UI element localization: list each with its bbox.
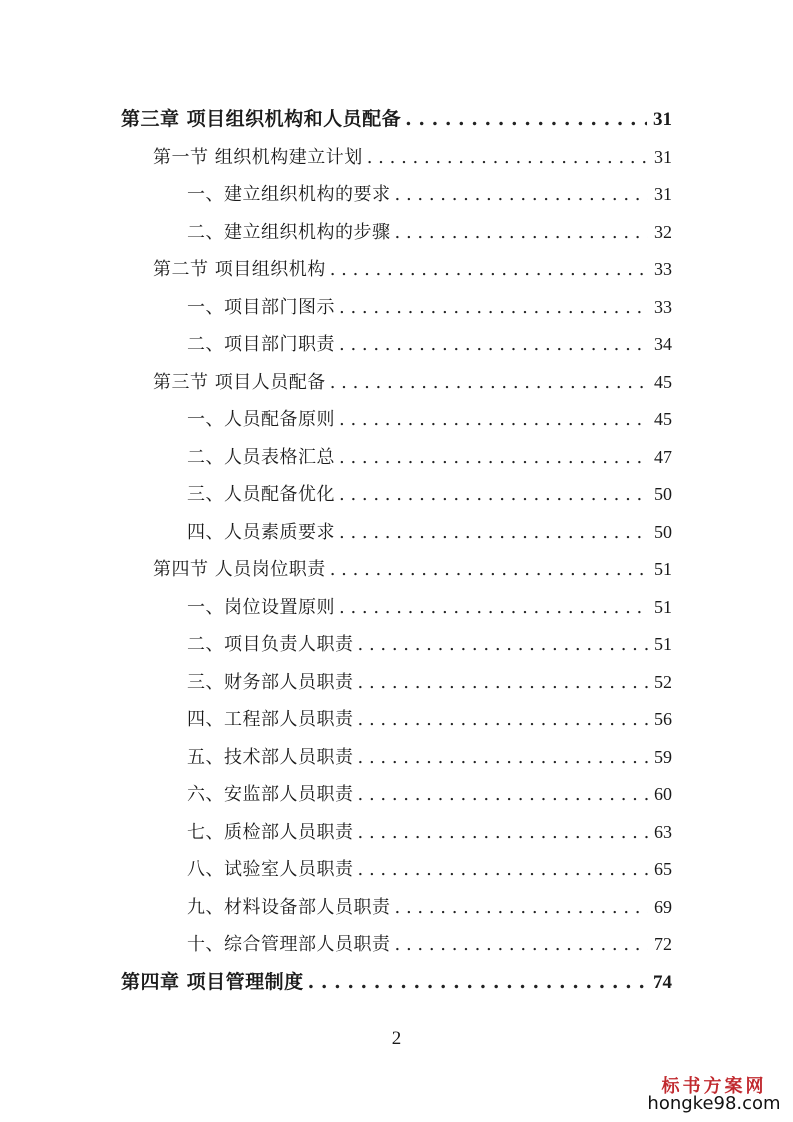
toc-leader-dots [339,480,648,510]
toc-leader-dots [339,330,648,360]
toc-entry-item [187,217,672,247]
toc-leader-dots [405,104,647,134]
toc-entry-page: 51 [654,596,672,617]
toc-leader-dots [339,593,648,623]
toc-leader-dots [395,930,649,960]
toc-entry-item [187,817,672,847]
watermark-url: hongke98.com [647,1093,781,1114]
toc-entry-page: 51 [654,559,672,579]
watermark-site-name: 标书方案网 [661,1076,767,1097]
toc-entry-title: 五、技术部人员职责 [187,746,354,768]
toc-leader-dots [308,967,647,997]
toc-entry-page: 45 [654,409,672,429]
toc-entry-item [187,667,672,697]
toc-entry-item [187,592,672,622]
toc-entry-item [187,854,672,884]
toc-entry-item [187,929,672,959]
toc-entry-title: 二、建立组织机构的步骤 [187,221,391,243]
toc-entry-page: 50 [654,521,672,542]
toc-entry-page: 74 [653,971,672,993]
toc-entry-item [187,892,672,922]
toc-leader-dots [358,630,649,660]
toc-leader-dots [358,668,649,698]
toc-entry-page: 50 [654,484,672,504]
toc-entry-title: 第三节 项目人员配备 [153,371,326,393]
toc-entry-title: 一、岗位设置原则 [187,596,335,618]
toc-leader-dots [395,893,649,923]
toc-entry-item [187,742,672,772]
toc-entry-page: 56 [654,709,672,729]
toc-entry-item [187,704,672,734]
toc-entry-section [153,554,672,584]
toc-entry-title: 二、项目部门职责 [187,334,335,355]
toc-entry-page: 45 [654,371,672,392]
toc-entry-section [153,367,672,397]
toc-entry-title: 一、人员配备原则 [187,409,335,430]
toc-leader-dots [358,855,649,885]
toc-leader-dots [367,143,648,173]
toc-entry-chapter [121,967,672,997]
toc-leader-dots [358,743,649,773]
toc-entry-item [187,629,672,659]
page-number: 2 [391,1028,402,1049]
toc-leader-dots [395,180,649,210]
toc-entry-page: 47 [654,446,672,467]
toc-entry-page: 72 [654,934,672,954]
toc-entry-title: 一、建立组织机构的要求 [187,184,391,205]
toc-entry-section [153,142,672,172]
toc-entry-item [187,517,672,547]
toc-entry-page: 51 [654,634,672,654]
toc-entry-title: 六、安监部人员职责 [187,784,354,805]
toc-leader-dots [330,255,648,285]
toc-entry-item [187,292,672,322]
toc-leader-dots [339,443,648,473]
toc-entry-title: 二、人员表格汇总 [187,446,335,468]
toc-entry-page: 33 [654,296,672,317]
toc-leader-dots [395,218,649,248]
toc-entry-title: 第一节 组织机构建立计划 [153,146,363,168]
toc-leader-dots [339,405,648,435]
toc-entry-page: 52 [654,671,672,692]
toc-entry-page: 69 [654,896,672,917]
toc-entry-page: 34 [654,334,672,354]
toc-leader-dots [358,818,649,848]
toc-entry-section [153,254,672,284]
toc-leader-dots [358,705,649,735]
toc-entry-page: 63 [654,821,672,842]
toc-entry-title: 第四章 项目管理制度 [121,970,304,993]
toc-entry-title: 二、项目负责人职责 [187,634,354,655]
toc-entry-title: 第三章 项目组织机构和人员配备 [121,108,402,130]
toc-leader-dots [339,293,648,323]
toc-leader-dots [330,555,648,585]
toc-entry-item [187,179,672,209]
toc-entry-title: 第四节 人员岗位职责 [153,559,326,580]
toc-entry-item [187,329,672,359]
toc-entry-page: 31 [653,109,672,130]
toc-entry-page: 31 [654,146,672,167]
toc-entry-title: 三、财务部人员职责 [187,671,354,693]
toc-entry-page: 59 [654,746,672,767]
toc-leader-dots [339,518,648,548]
toc-entry-page: 33 [654,259,672,279]
toc-entry-page: 60 [654,784,672,804]
toc-entry-title: 十、综合管理部人员职责 [187,934,391,955]
toc-entry-title: 三、人员配备优化 [187,484,335,505]
toc-entry-title: 第二节 项目组织机构 [153,259,326,280]
toc-entry-title: 一、项目部门图示 [187,296,335,318]
toc-entry-title: 八、试验室人员职责 [187,859,354,880]
toc-entry-item [187,404,672,434]
toc-leader-dots [330,368,648,398]
toc-entry-page: 65 [654,859,672,879]
toc-entry-item [187,442,672,472]
toc-entry-page: 31 [654,184,672,204]
toc-entry-item [187,779,672,809]
toc-entry-page: 32 [654,221,672,242]
toc-entry-item [187,479,672,509]
toc-entry-title: 九、材料设备部人员职责 [187,896,391,918]
toc-leader-dots [358,780,649,810]
toc-entry-chapter [121,104,672,134]
toc-entry-title: 四、人员素质要求 [187,521,335,543]
toc-entry-title: 四、工程部人员职责 [187,709,354,730]
toc-entry-title: 七、质检部人员职责 [187,821,354,843]
